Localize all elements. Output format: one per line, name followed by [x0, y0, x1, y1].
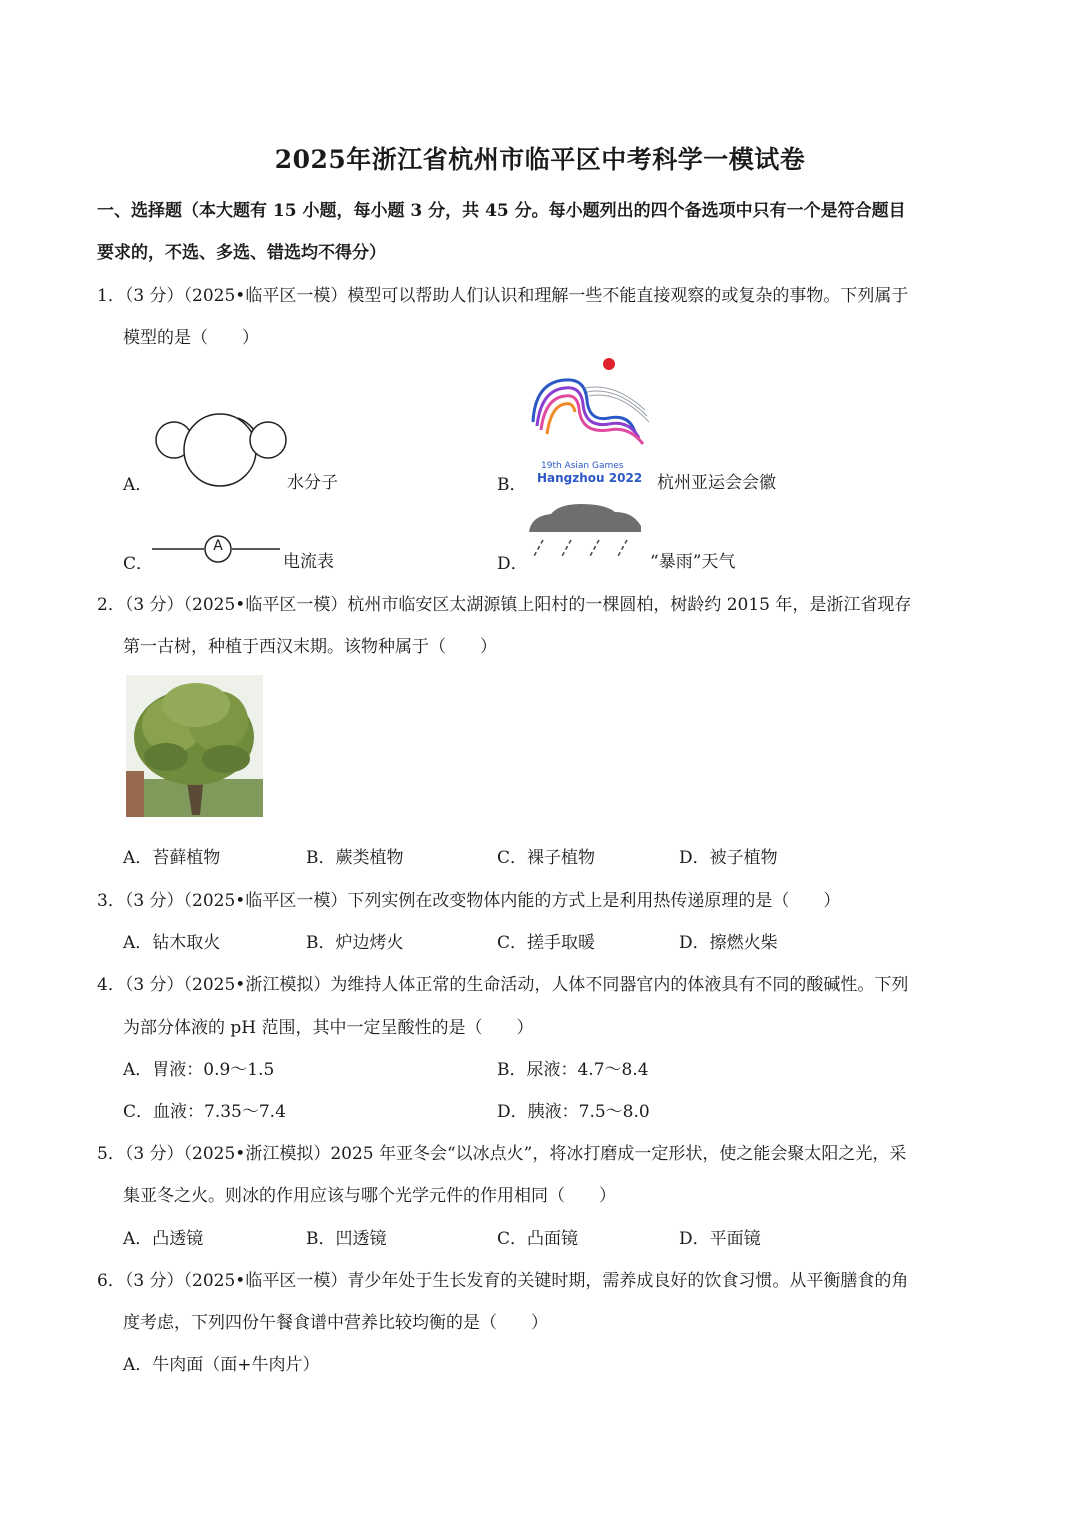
q5-option-d: D．平面镜 [679, 1229, 761, 1249]
sun-icon [603, 358, 615, 370]
q1-option-b-label: 杭州亚运会会徽 [657, 473, 776, 493]
q6-stem-line1: 6．（3 分）（2025•临平区一模）青少年处于生长发育的关键时期，需养成良好的饮食习惯。从平衡膳食的角 [97, 1271, 909, 1291]
q3-option-b: B．炉边烤火 [306, 933, 404, 953]
q5-stem-line2: 集亚冬之火。则冰的作用应该与哪个光学元件的作用相同（ ） [123, 1186, 616, 1206]
q2-option-d: D．被子植物 [679, 848, 778, 868]
rainstorm-icon [525, 500, 645, 570]
ancient-cypress-photo [126, 675, 263, 817]
q1-stem-line1: 1．（3 分）（2025•临平区一模）模型可以帮助人们认识和理解一些不能直接观察的或复杂的事物。下列属于 [97, 286, 909, 306]
q6-stem-line2: 度考虑，下列四份午餐食谱中营养比较均衡的是（ ） [123, 1313, 548, 1333]
q5-option-b: B．凹透镜 [306, 1229, 387, 1249]
q1-option-b-letter: B． [497, 475, 527, 495]
page-title: 2025年浙江省杭州市临平区中考科学一模试卷 [274, 145, 806, 174]
section-header-line2: 要求的，不选、多选、错选均不得分） [97, 243, 386, 263]
q4-option-b: B．尿液：4.7～8.4 [497, 1060, 649, 1080]
asian-games-emblem [525, 352, 655, 487]
ammeter-symbol: A [213, 538, 223, 554]
q2-option-a: A．苔藓植物 [123, 848, 221, 868]
q1-option-d-letter: D． [497, 554, 528, 574]
q1-option-a-label: 水分子 [287, 473, 338, 493]
q3-option-a: A．钻木取火 [123, 933, 221, 953]
q1-option-a-letter: A． [123, 475, 153, 495]
q1-option-c-letter: C． [123, 554, 154, 574]
emblem-caption-line2: Hangzhou 2022 [537, 471, 643, 485]
section-header-line1: 一、选择题（本大题有 15 小题，每小题 3 分，共 45 分。每小题列出的四个备选项中只有一个是符合题目 [97, 201, 906, 221]
q1-stem-line2: 模型的是（ ） [123, 328, 259, 348]
q2-option-c: C．裸子植物 [497, 848, 596, 868]
water-molecule-figure [150, 410, 290, 490]
emblem-caption-line1: 19th Asian Games [541, 461, 624, 471]
q2-stem-line1: 2．（3 分）（2025•临平区一模）杭州市临安区太湖源镇上阳村的一棵圆柏，树龄约 2015 年，是浙江省现存 [97, 595, 912, 615]
q4-option-c: C．血液：7.35～7.4 [123, 1102, 286, 1122]
q5-option-c: C．凸面镜 [497, 1229, 579, 1249]
q4-stem-line2: 为部分体液的 pH 范围，其中一定呈酸性的是（ ） [123, 1018, 534, 1038]
q2-option-b: B．蕨类植物 [306, 848, 404, 868]
q3-option-c: C．搓手取暖 [497, 933, 596, 953]
q4-option-d: D．胰液：7.5～8.0 [497, 1102, 650, 1122]
q2-stem-line2: 第一古树，种植于西汉末期。该物种属于（ ） [123, 637, 497, 657]
q3-stem-line1: 3．（3 分）（2025•临平区一模）下列实例在改变物体内能的方式上是利用热传递原理的是（ ） [97, 891, 841, 911]
q4-option-a: A．胃液：0.9～1.5 [123, 1060, 275, 1080]
q1-option-c-label: 电流表 [283, 552, 334, 572]
q4-stem-line1: 4．（3 分）（2025•浙江模拟）为维持人体正常的生命活动，人体不同器官内的体液具有不同的酸碱性。下列 [97, 975, 909, 995]
q6-option-a: A．牛肉面（面+牛肉片） [123, 1355, 320, 1375]
q3-option-d: D．擦燃火柴 [679, 933, 778, 953]
q5-option-a: A．凸透镜 [123, 1229, 204, 1249]
q5-stem-line1: 5．（3 分）（2025•浙江模拟）2025 年亚冬会“以冰点火”，将冰打磨成一定形状，使之能会聚太阳之光，采 [97, 1144, 907, 1164]
q1-option-d-label: “暴雨”天气 [650, 552, 736, 572]
